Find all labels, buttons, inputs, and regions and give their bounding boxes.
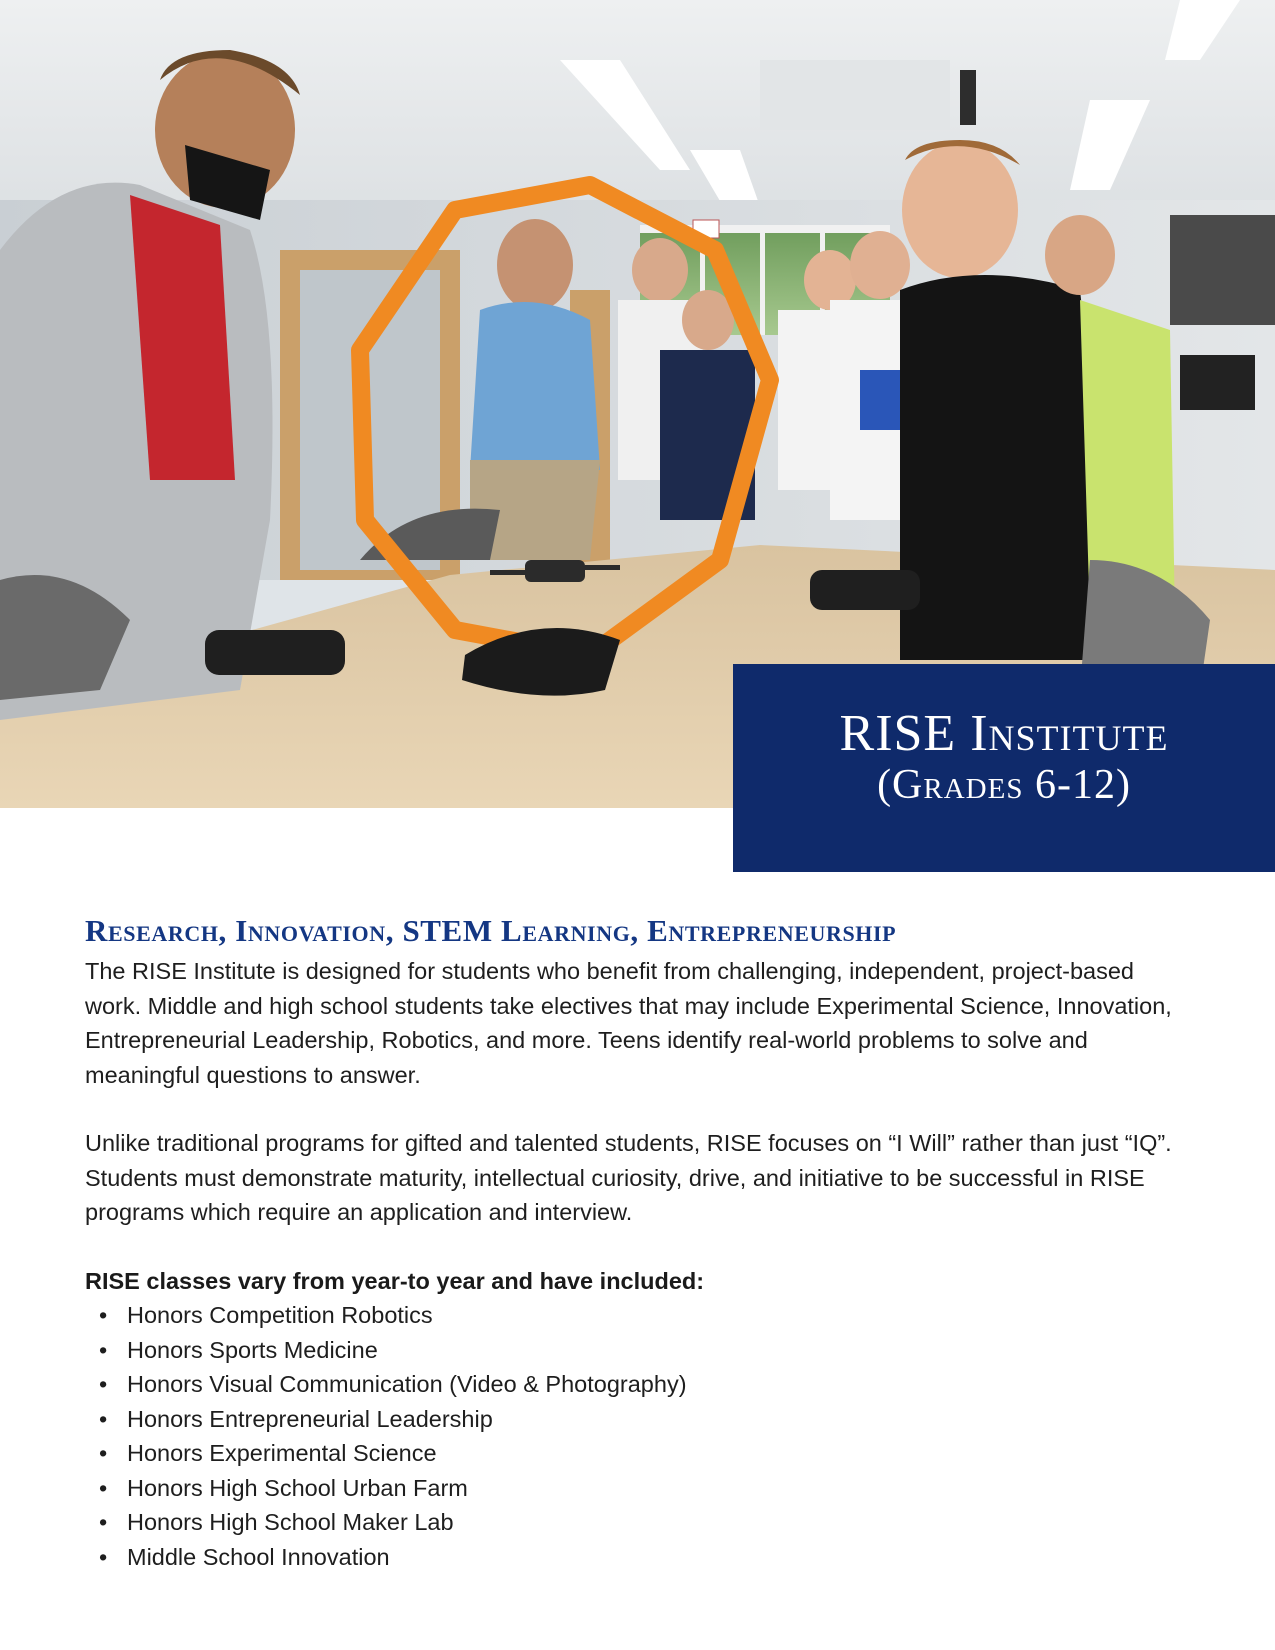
class-name: Honors Competition Robotics xyxy=(127,1302,433,1328)
page-title: RISE Institute xyxy=(839,705,1169,762)
monitor xyxy=(1180,355,1255,410)
list-item xyxy=(85,1333,1195,1368)
drone xyxy=(525,560,585,582)
bullet-icon: • xyxy=(99,1474,108,1501)
philosophy-paragraph: Unlike traditional programs for gifted and talented students, RISE focuses on “I Will” rather than just “IQ”. Students must demonstrate maturity, intellectual curiosity, drive, and initiative to be successful in RISE programs which require an application and interview. xyxy=(85,1130,1172,1225)
class-name: Middle School Innovation xyxy=(127,1543,390,1570)
bullet-icon: • xyxy=(99,1336,108,1363)
bullet-icon: • xyxy=(99,1302,108,1328)
bullet-icon: • xyxy=(99,1509,108,1535)
class-name: Honors High School Maker Lab xyxy=(127,1509,454,1535)
class-name: Honors Sports Medicine xyxy=(127,1336,378,1363)
ceiling-camera xyxy=(960,70,976,125)
class-name: Honors Experimental Science xyxy=(127,1440,437,1466)
drone-controller xyxy=(810,570,920,610)
drone-controller xyxy=(205,630,345,675)
list-item xyxy=(85,1402,1195,1437)
section-heading: Research, Innovation, STEM Learning, Entrepreneurship xyxy=(85,913,897,948)
classes-list-heading: RISE classes vary from year-to year and have included: xyxy=(85,1267,705,1294)
class-name: Honors Entrepreneurial Leadership xyxy=(127,1405,493,1432)
list-item xyxy=(85,1436,1195,1471)
bullet-icon: • xyxy=(99,1440,108,1466)
list-item xyxy=(85,1540,1195,1575)
classes-list xyxy=(85,1298,1195,1574)
list-item xyxy=(85,1298,1195,1333)
list-item xyxy=(85,1505,1195,1540)
class-name: Honors High School Urban Farm xyxy=(127,1474,468,1501)
intro-paragraph: The RISE Institute is designed for students who benefit from challenging, independent, project-based work. Middle and high school students take electives that may include Experimental Science, Innovation, Entrepreneurial Leadership, Robotics, and more. Teens identify real-world problems to solve and meaningful questions to answer. xyxy=(85,958,1172,1088)
bullet-icon: • xyxy=(99,1371,108,1397)
wall-cabinet xyxy=(1170,215,1275,325)
main-content xyxy=(85,912,1195,1574)
class-name: Honors Visual Communication (Video & Photography) xyxy=(127,1371,687,1397)
list-item xyxy=(85,1471,1195,1506)
title-block xyxy=(733,664,1275,872)
list-item xyxy=(85,1367,1195,1402)
bullet-icon: • xyxy=(99,1405,108,1432)
bullet-icon: • xyxy=(99,1543,108,1570)
grade-range: (Grades 6-12) xyxy=(877,762,1131,808)
